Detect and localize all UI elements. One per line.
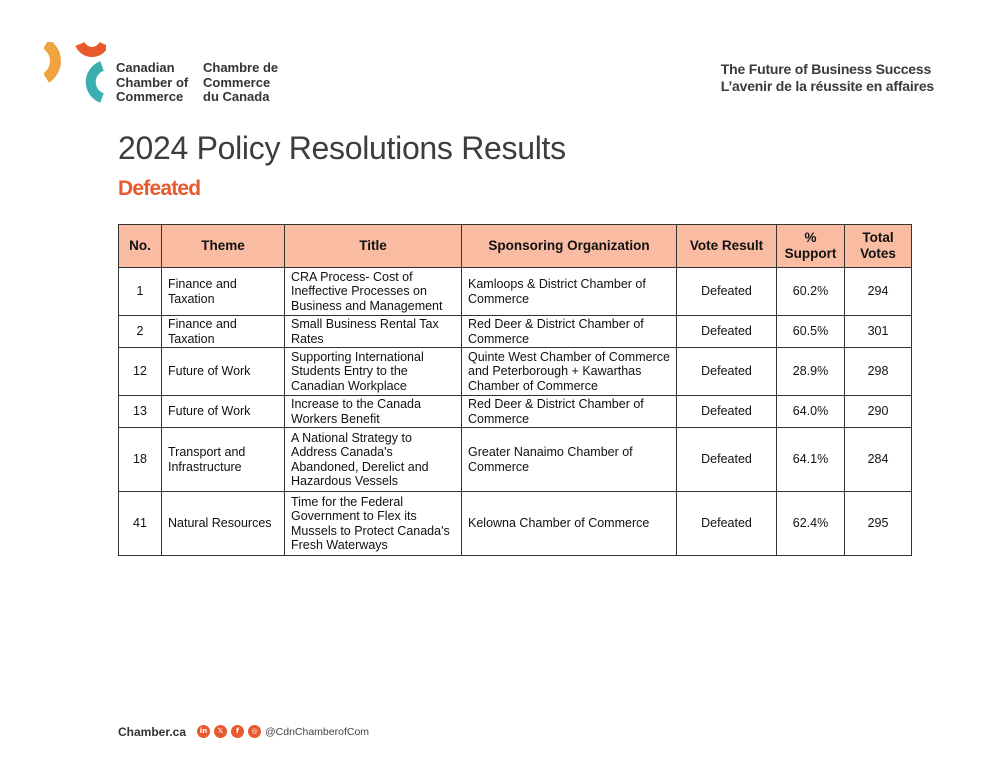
tagline	[721, 61, 934, 95]
results-table	[118, 224, 912, 556]
cell-result: Defeated	[677, 428, 777, 492]
cell-org: Greater Nanaimo Chamber of Commerce	[462, 428, 677, 492]
cell-support: 60.2%	[777, 268, 845, 316]
facebook-icon[interactable]: f	[231, 725, 244, 738]
header-theme: Theme	[162, 225, 285, 268]
org-name-french: Chambre de Commerce du Canada	[203, 60, 279, 104]
social-icons	[197, 725, 261, 738]
cell-votes: 284	[845, 428, 912, 492]
table-row	[119, 268, 912, 316]
cell-support: 64.0%	[777, 396, 845, 428]
table-row	[119, 428, 912, 492]
cell-result: Defeated	[677, 348, 777, 396]
cell-title: Small Business Rental Tax Rates	[285, 316, 462, 348]
cell-no: 1	[119, 268, 162, 316]
org-name-english: Canadian Chamber of Commerce	[116, 60, 189, 104]
cell-votes: 290	[845, 396, 912, 428]
cell-result: Defeated	[677, 492, 777, 556]
cell-no: 41	[119, 492, 162, 556]
cell-votes: 295	[845, 492, 912, 556]
header-support: % Support	[777, 225, 845, 268]
cell-title: Supporting International Students Entry to the Canadian Workplace	[285, 348, 462, 396]
logo-orange-arc	[80, 44, 104, 52]
cell-title: CRA Process- Cost of Ineffective Processes on Business and Management	[285, 268, 462, 316]
header-sponsoring-organization: Sponsoring Organization	[462, 225, 677, 268]
social-handle: @CdnChamberofCom	[265, 726, 370, 738]
instagram-icon[interactable]: ◎	[248, 725, 261, 738]
table-row	[119, 492, 912, 556]
cell-org: Quinte West Chamber of Commerce and Peterborough + Kawarthas Chamber of Commerce	[462, 348, 677, 396]
cell-theme: Natural Resources	[162, 492, 285, 556]
website-link[interactable]: Chamber.ca	[118, 725, 187, 739]
linkedin-icon[interactable]: in	[197, 725, 210, 738]
cell-no: 18	[119, 428, 162, 492]
cell-title: A National Strategy to Address Canada's Abandoned, Derelict and Hazardous Vessels	[285, 428, 462, 492]
cell-title: Increase to the Canada Workers Benefit	[285, 396, 462, 428]
logo-gold-arc	[46, 44, 55, 78]
cell-support: 64.1%	[777, 428, 845, 492]
cell-theme: Finance and Taxation	[162, 268, 285, 316]
cell-theme: Future of Work	[162, 396, 285, 428]
cell-votes: 294	[845, 268, 912, 316]
page-title: 2024 Policy Resolutions Results	[118, 130, 566, 166]
logo-teal-arc	[91, 66, 102, 98]
cell-org: Kelowna Chamber of Commerce	[462, 492, 677, 556]
cell-result: Defeated	[677, 268, 777, 316]
cell-votes: 301	[845, 316, 912, 348]
table-row	[119, 396, 912, 428]
tagline-french: L’avenir de la réussite en affaires	[720, 78, 934, 94]
x-icon[interactable]: 𝕏	[214, 725, 227, 738]
cell-votes: 298	[845, 348, 912, 396]
table-row	[119, 348, 912, 396]
tagline-english: The Future of Business Success	[720, 61, 932, 77]
table-row	[119, 316, 912, 348]
cell-result: Defeated	[677, 396, 777, 428]
cell-no: 13	[119, 396, 162, 428]
cell-theme: Transport and Infrastructure	[162, 428, 285, 492]
cell-org: Red Deer & District Chamber of Commerce	[462, 396, 677, 428]
cell-theme: Finance and Taxation	[162, 316, 285, 348]
cell-support: 62.4%	[777, 492, 845, 556]
cell-support: 60.5%	[777, 316, 845, 348]
cell-theme: Future of Work	[162, 348, 285, 396]
cell-support: 28.9%	[777, 348, 845, 396]
cell-org: Kamloops & District Chamber of Commerce	[462, 268, 677, 316]
cell-result: Defeated	[677, 316, 777, 348]
header-title: Title	[285, 225, 462, 268]
cell-no: 12	[119, 348, 162, 396]
table-header-row	[119, 225, 912, 268]
cell-no: 2	[119, 316, 162, 348]
header-vote-result: Vote Result	[677, 225, 777, 268]
chamber-logo	[44, 42, 106, 104]
section-subtitle: Defeated	[118, 177, 201, 200]
header-total-votes: Total Votes	[845, 225, 912, 268]
cell-title: Time for the Federal Government to Flex its Mussels to Protect Canada's Fresh Waterways	[285, 492, 462, 556]
header-no: No.	[119, 225, 162, 268]
cell-org: Red Deer & District Chamber of Commerce	[462, 316, 677, 348]
